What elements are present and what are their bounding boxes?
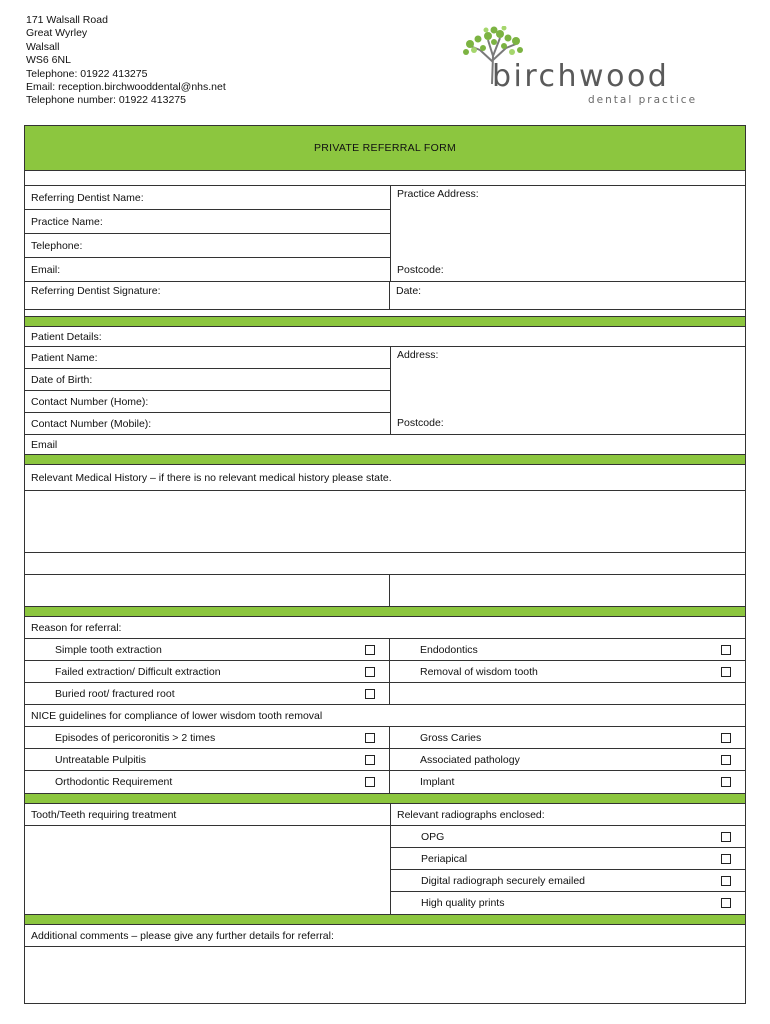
referring-dentist-name-field[interactable]: Referring Dentist Name: bbox=[31, 191, 144, 204]
option-periapical[interactable] bbox=[391, 848, 745, 869]
spacer bbox=[25, 310, 745, 317]
checkbox-icon[interactable] bbox=[721, 667, 731, 677]
medical-history-right-cell[interactable] bbox=[390, 575, 745, 606]
empty-cell bbox=[390, 683, 745, 704]
patient-name-field[interactable]: Patient Name: bbox=[31, 351, 98, 364]
option-label: Buried root/ fractured root bbox=[55, 687, 175, 700]
option-high-quality-prints[interactable] bbox=[391, 892, 745, 914]
date-field[interactable]: Date: bbox=[396, 285, 422, 297]
option-untreatable-pulpitis[interactable] bbox=[25, 749, 390, 770]
medical-history-input-line[interactable] bbox=[25, 553, 745, 575]
option-simple-extraction[interactable] bbox=[25, 639, 390, 660]
patient-postcode-field[interactable]: Postcode: bbox=[397, 416, 444, 429]
option-label: Removal of wisdom tooth bbox=[420, 665, 538, 678]
patient-email-field[interactable]: Email bbox=[31, 438, 58, 451]
dob-field[interactable]: Date of Birth: bbox=[31, 373, 93, 386]
birchwood-logo bbox=[456, 26, 706, 112]
checkbox-icon[interactable] bbox=[721, 755, 731, 765]
checkbox-icon[interactable] bbox=[721, 854, 731, 864]
option-label: Failed extraction/ Difficult extraction bbox=[55, 665, 221, 678]
option-label: Gross Caries bbox=[420, 731, 482, 744]
section-divider bbox=[25, 454, 745, 465]
option-label: Associated pathology bbox=[420, 753, 520, 766]
logo-name: birchwood bbox=[492, 59, 670, 94]
option-label: Untreatable Pulpitis bbox=[55, 753, 147, 766]
dentist-postcode-field[interactable]: Postcode: bbox=[397, 263, 444, 276]
teeth-input[interactable] bbox=[25, 826, 390, 914]
medical-history-input[interactable] bbox=[25, 491, 745, 553]
section-divider bbox=[25, 606, 745, 617]
checkbox-icon[interactable] bbox=[365, 733, 375, 743]
patient-details-heading: Patient Details: bbox=[31, 330, 102, 343]
section-divider bbox=[25, 914, 745, 925]
radiographs-heading: Relevant radiographs enclosed: bbox=[397, 808, 545, 821]
address-line: Telephone number: 01922 413275 bbox=[26, 94, 186, 107]
option-failed-extraction[interactable] bbox=[25, 661, 390, 682]
checkbox-icon[interactable] bbox=[721, 832, 731, 842]
form-title: PRIVATE REFERRAL FORM bbox=[25, 126, 745, 171]
practice-address-field[interactable]: Practice Address: bbox=[397, 188, 479, 200]
reason-heading: Reason for referral: bbox=[31, 621, 122, 634]
option-label: Endodontics bbox=[420, 643, 478, 656]
option-opg[interactable] bbox=[391, 826, 745, 847]
address-line: Walsall bbox=[26, 40, 60, 53]
spacer bbox=[25, 171, 745, 186]
address-line: Great Wyrley bbox=[26, 27, 88, 40]
option-associated-pathology[interactable] bbox=[390, 749, 745, 770]
mobile-number-field[interactable]: Contact Number (Mobile): bbox=[31, 417, 152, 430]
address-line: 171 Walsall Road bbox=[26, 14, 108, 26]
checkbox-icon[interactable] bbox=[721, 645, 731, 655]
teeth-heading: Tooth/Teeth requiring treatment bbox=[31, 808, 177, 821]
checkbox-icon[interactable] bbox=[721, 876, 731, 886]
checkbox-icon[interactable] bbox=[721, 898, 731, 908]
referral-form bbox=[24, 125, 746, 1004]
option-label: Simple tooth extraction bbox=[55, 643, 162, 656]
option-gross-caries[interactable] bbox=[390, 727, 745, 748]
checkbox-icon[interactable] bbox=[365, 689, 375, 699]
checkbox-icon[interactable] bbox=[365, 755, 375, 765]
nice-guidelines-heading: NICE guidelines for compliance of lower wisdom tooth removal bbox=[31, 709, 323, 722]
option-implant[interactable] bbox=[390, 771, 745, 793]
section-divider bbox=[25, 793, 745, 804]
medical-history-left-cell[interactable] bbox=[25, 575, 390, 606]
option-wisdom-tooth[interactable] bbox=[390, 661, 745, 682]
checkbox-icon[interactable] bbox=[365, 777, 375, 787]
email-field[interactable]: Email: bbox=[31, 263, 61, 276]
checkbox-icon[interactable] bbox=[365, 667, 375, 677]
option-buried-root[interactable] bbox=[25, 683, 390, 704]
option-label: High quality prints bbox=[421, 897, 505, 909]
option-label: Digital radiograph securely emailed bbox=[421, 874, 586, 887]
option-label: Periapical bbox=[421, 852, 468, 865]
address-line: WS6 6NL bbox=[26, 54, 71, 67]
dentist-signature-field[interactable]: Referring Dentist Signature: bbox=[25, 282, 390, 309]
option-label: Episodes of pericoronitis > 2 times bbox=[55, 731, 216, 744]
patient-section bbox=[25, 347, 745, 435]
section-divider bbox=[25, 317, 745, 327]
checkbox-icon[interactable] bbox=[721, 733, 731, 743]
address-line: Telephone: 01922 413275 bbox=[26, 67, 148, 80]
medical-history-heading: Relevant Medical History – if there is no relevant medical history please state. bbox=[31, 471, 392, 484]
comments-input[interactable] bbox=[25, 947, 745, 1003]
practice-name-field[interactable]: Practice Name: bbox=[31, 215, 103, 228]
option-label: OPG bbox=[421, 830, 445, 843]
option-orthodontic[interactable] bbox=[25, 771, 390, 793]
logo-subtitle: dental practice bbox=[588, 94, 698, 106]
patient-address-field[interactable]: Address: bbox=[397, 349, 439, 361]
address-line: Email: reception.birchwooddental@nhs.net bbox=[26, 81, 226, 94]
option-pericoronitis[interactable] bbox=[25, 727, 390, 748]
option-label: Orthodontic Requirement bbox=[55, 776, 173, 788]
checkbox-icon[interactable] bbox=[365, 645, 375, 655]
option-digital-radiograph[interactable] bbox=[391, 870, 745, 891]
checkbox-icon[interactable] bbox=[721, 777, 731, 787]
telephone-field[interactable]: Telephone: bbox=[31, 239, 83, 252]
teeth-section bbox=[25, 804, 745, 914]
practice-address-block bbox=[26, 14, 226, 108]
dentist-section bbox=[25, 186, 745, 282]
option-label: Implant bbox=[420, 776, 455, 788]
home-number-field[interactable]: Contact Number (Home): bbox=[31, 395, 149, 408]
comments-heading: Additional comments – please give any further details for referral: bbox=[31, 929, 334, 942]
option-endodontics[interactable] bbox=[390, 639, 745, 660]
